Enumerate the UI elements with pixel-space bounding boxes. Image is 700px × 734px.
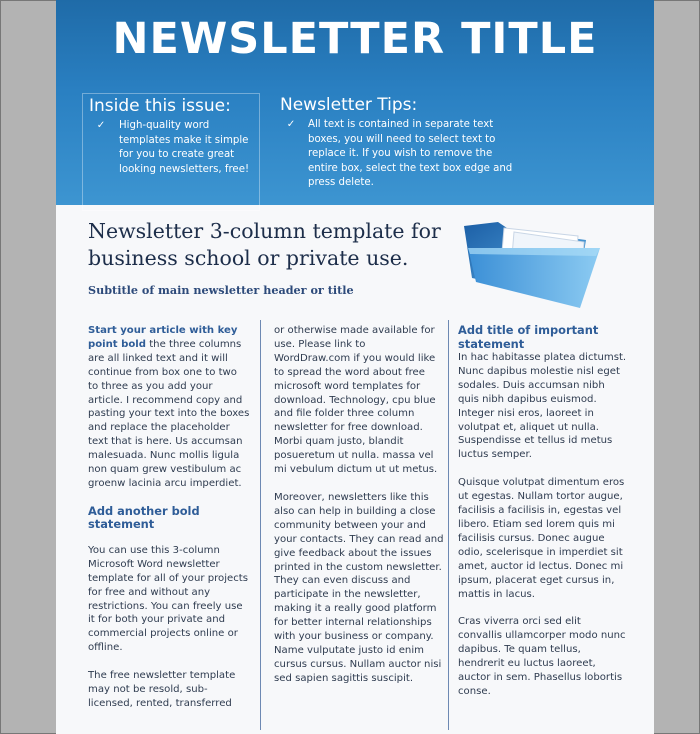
article-column-3	[458, 324, 628, 713]
article-subtitle: Subtitle of main newsletter header or title	[88, 283, 354, 297]
checkmark-icon: ✓	[286, 119, 296, 130]
column-divider	[448, 320, 449, 730]
column-1-paragraph-1	[88, 324, 250, 491]
column-2-paragraph-1: or otherwise made available for use. Please link to WordDraw.com if you would like to spread the word about free microsoft word templates for download. Technology, cpu blue and file folder three column newsletter for free download. Morbi quam justo, blandit posueretum ut nulla. massa vel mi vebulum dictum ut ut metus.	[274, 325, 438, 476]
inside-issue-item	[83, 119, 259, 177]
lead-in-bold: Start your article with key point bold	[88, 325, 238, 350]
inside-issue-box	[82, 93, 260, 211]
inside-issue-title: Inside this issue:	[89, 96, 231, 116]
column-1-heading: Add another bold statement	[88, 503, 200, 532]
newsletter-page	[56, 0, 654, 734]
article-column-1	[88, 324, 250, 725]
column-3-paragraph-3: Cras viverra orci sed elit convallis ullamcorper modo nunc dapibus. Te quam tellus, hendrerit eu luctus laoreet, auctor in sem. Phasellus lobortis conse.	[458, 616, 626, 697]
newsletter-tips-text: All text is contained in separate text boxes, you will need to select text to replace it. If you wish to remove the entire box, select the text box edge and press delete.	[308, 119, 513, 188]
checkmark-icon: ✓	[96, 120, 106, 131]
column-divider	[260, 320, 261, 730]
inside-issue-text: High-quality word templates make it simple for you to create great looking newsletters, free!	[119, 120, 250, 175]
newsletter-tips-item	[274, 118, 524, 191]
column-1-paragraph-1-text: the three columns are all linked text and it will continue from box one to two to three as you add your article. I recommend copy and pasting your text into the boxes and replace the placeholder text that is here. Us accumsan malesuada. Nunc mollis ligula non quam grew vestibulum ac groenw lacinia arcu imperdiet.	[88, 338, 250, 489]
column-1-paragraph-2: You can use this 3-column Microsoft Word newsletter template for all of your projects for free and without any restrictions. You can freely use it for both your private and commercial projects online or offline.	[88, 544, 248, 654]
column-3-heading: Add title of important statement	[458, 323, 599, 351]
article-headline: Newsletter 3-column template for business school or private use.	[88, 219, 441, 270]
header-banner	[56, 0, 654, 205]
column-3-paragraph-2: Quisque volutpat dimentum eros ut egestas. Nullam tortor augue, facilisis a facilisis in, egestas vel libero. Etiam sed lorem quis mi facilisis cursus. Donec augue odio, scelerisque in imperdiet sit amet, auctor id lectus. Donec mi ipsum, placerat eget cursus in, mattis in lacus.	[458, 477, 625, 600]
file-folder-icon	[458, 218, 608, 310]
article-column-2	[274, 324, 444, 700]
column-3-paragraph-1: In hac habitasse platea dictumst. Nunc dapibus molestie nisl eget sodales. Duis accumsan nibh quis nibh dapibus euismod. Integer nisi eros, laoreet in volutpat et, aliquet ut nulla. Suspendisse et tellus id metus luctus semper.	[458, 352, 627, 461]
column-1-paragraph-3: The free newsletter template may not be resold, sub-licensed, rented, transferred	[88, 670, 236, 709]
newsletter-title: NEWSLETTER TITLE	[112, 14, 598, 64]
newsletter-tips-box	[274, 93, 524, 193]
newsletter-tips-title: Newsletter Tips:	[280, 95, 418, 115]
column-2-paragraph-2: Moreover, newsletters like this also can help in building a close community between your and your contacts. They can read and give feedback about the issues printed in the custom newsletter. They can even discuss and participate in the newsletter, making it a really good platform for better internal relationships with your business or company. Name vulputate justo id enim cursus cursus. Nullam auctor nisi sed sapien sagittis suscipit.	[274, 491, 444, 684]
